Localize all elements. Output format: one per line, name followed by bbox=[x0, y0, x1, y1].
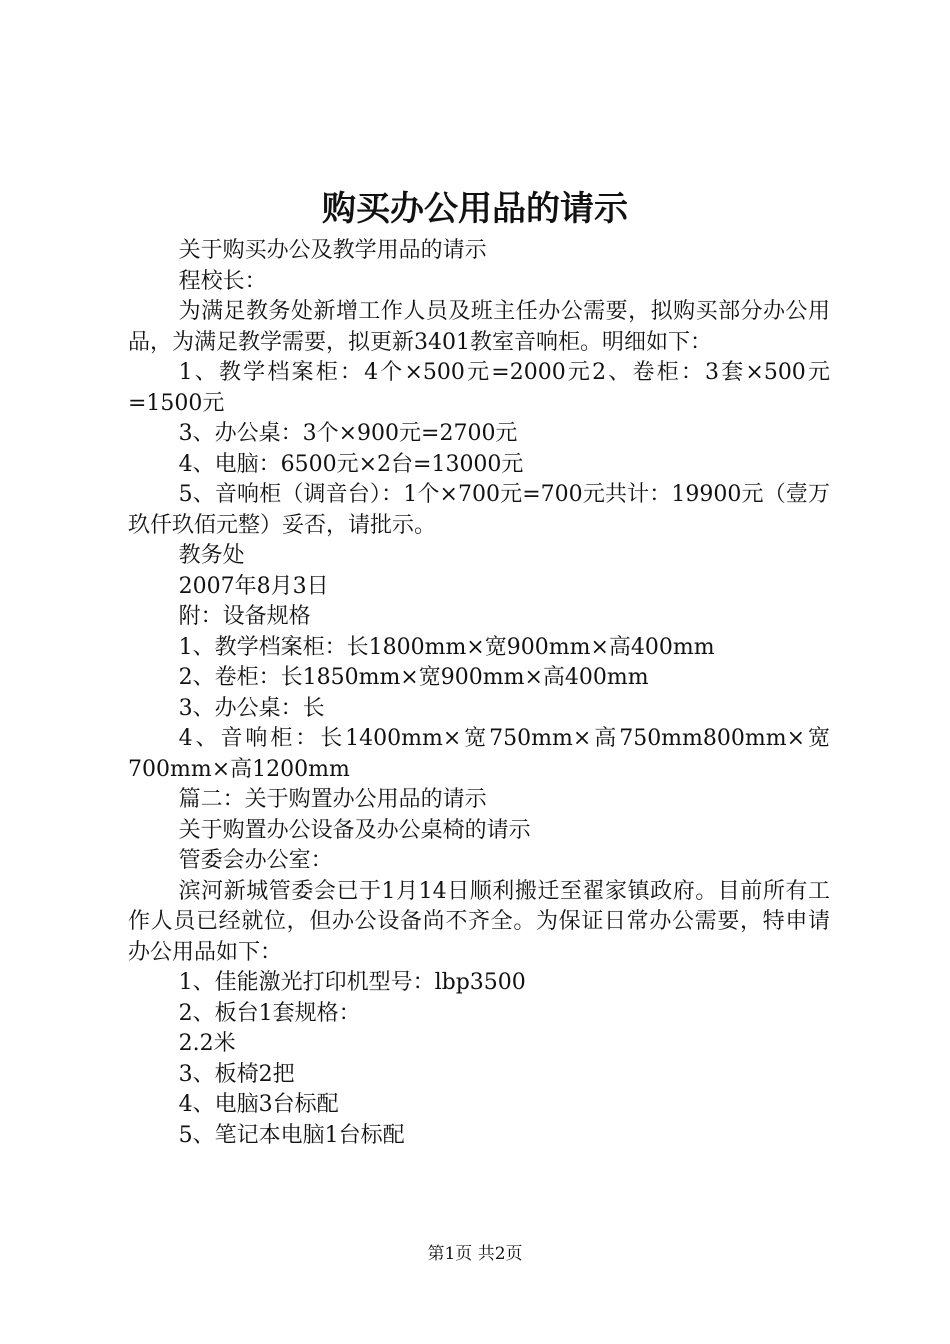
paragraph-part-two-subject: 关于购置办公设备及办公桌椅的请示 bbox=[178, 817, 531, 843]
paragraph-subject: 关于购买办公及教学用品的请示 bbox=[178, 238, 487, 263]
paragraph-spec-1: 1、教学档案柜：长1800mm×宽900mm×高400mm bbox=[178, 634, 715, 660]
paragraph-item-1-2: 1、教学档案柜：4个×500元=2000元2、卷柜：3套×500元=1500元 bbox=[128, 360, 830, 416]
paragraph-part-two-heading: 篇二：关于购置办公用品的请示 bbox=[178, 787, 487, 812]
paragraph-item-3: 3、办公桌：3个×900元=2700元 bbox=[178, 421, 518, 446]
page-number-footer: 第1页 共2页 bbox=[427, 1244, 523, 1264]
paragraph-part-two-intro: 滨河新城管委会已于1月14日顺利搬迁至翟家镇政府。目前所有工作人员已经就位，但办公设备尚不齐全。为保证日常办公需要，特申请办公用品如下： bbox=[128, 878, 830, 965]
paragraph-item-5-total: 5、音响柜（调音台）：1个×700元=700元共计：19900元（壹万玖仟玖佰元整）妥否，请批示。 bbox=[128, 482, 830, 538]
paragraph-date: 2007年8月3日 bbox=[178, 573, 329, 599]
paragraph-spec-4: 4、音响柜：长1400mm×宽750mm×高750mm800mm×宽700mm×高1200mm bbox=[128, 726, 830, 782]
paragraph-signature: 教务处 bbox=[178, 543, 245, 568]
paragraph-intro: 为满足教务处新增工作人员及班主任办公需要，拟购买部分办公用品，为满足教学需要，拟更新3401教室音响柜。明细如下： bbox=[128, 299, 830, 355]
paragraph-request-4: 4、电脑3台标配 bbox=[178, 1092, 339, 1117]
paragraph-request-2: 2、板台1套规格： bbox=[178, 1000, 361, 1026]
paragraph-spec-2: 2、卷柜：长1850mm×宽900mm×高400mm bbox=[178, 665, 649, 690]
paragraph-request-5: 5、笔记本电脑1台标配 bbox=[178, 1122, 405, 1148]
paragraph-request-2-size: 2.2米 bbox=[178, 1031, 236, 1056]
paragraph-salutation: 程校长： bbox=[178, 268, 267, 294]
paragraph-request-3: 3、板椅2把 bbox=[178, 1061, 295, 1087]
paragraph-spec-3: 3、办公桌：长 bbox=[178, 695, 325, 721]
paragraph-item-4: 4、电脑：6500元×2台=13000元 bbox=[178, 451, 524, 477]
document-title: 购买办公用品的请示 bbox=[322, 189, 628, 229]
paragraph-appendix-heading: 附：设备规格 bbox=[178, 604, 311, 629]
document-body bbox=[128, 236, 830, 1151]
paragraph-part-two-salutation: 管委会办公室： bbox=[178, 848, 333, 873]
paragraph-request-1: 1、佳能激光打印机型号：lbp3500 bbox=[178, 970, 526, 995]
